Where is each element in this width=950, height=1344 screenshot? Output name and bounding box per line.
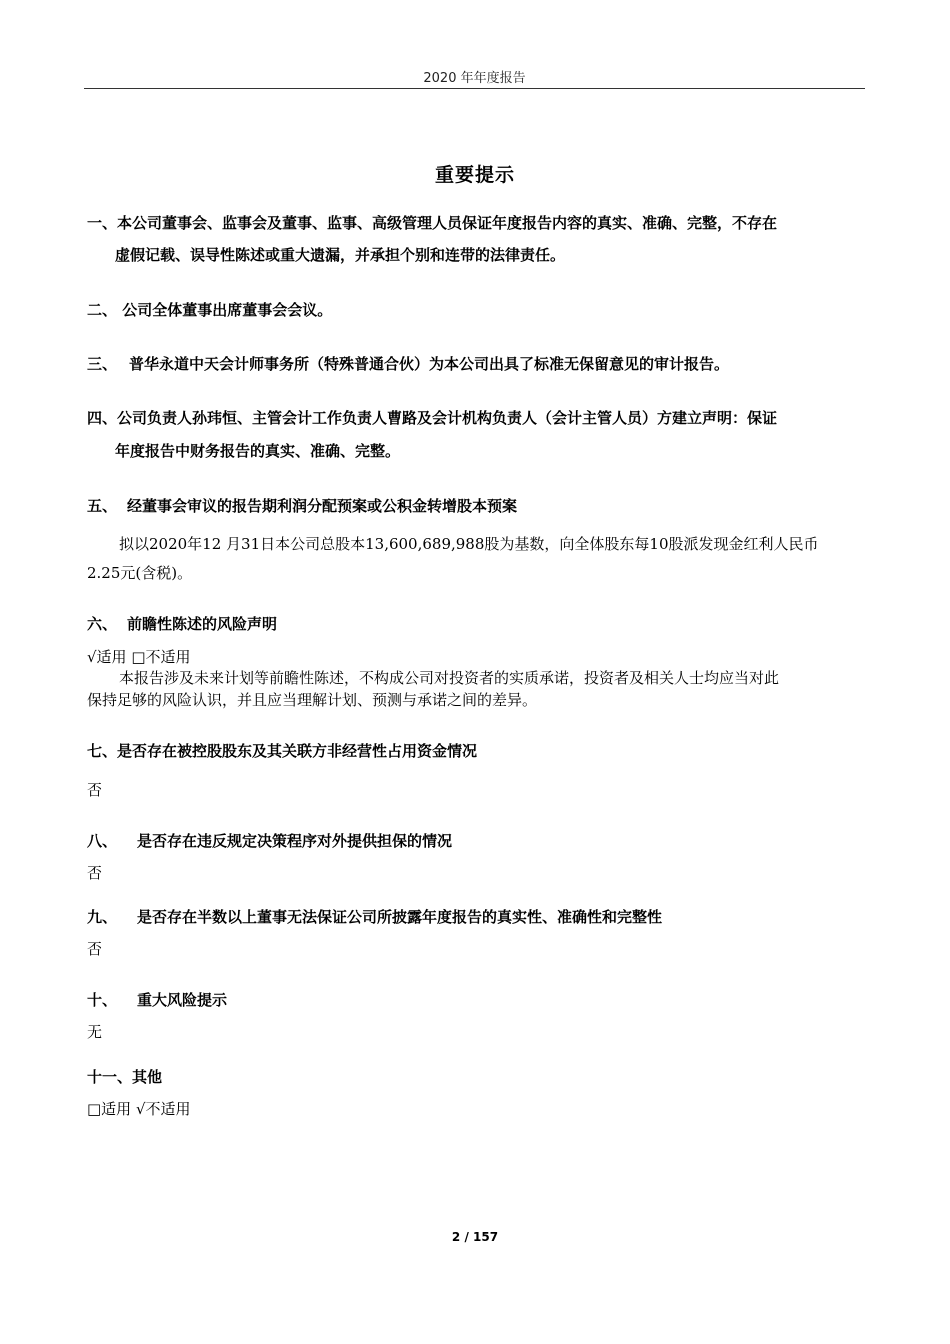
page-number: 2 / 157	[451, 1230, 499, 1244]
item8-answer: 否	[87, 864, 103, 882]
item5-body-line2: 2.25元(含税)。	[87, 564, 193, 582]
item1-line2: 虚假记载、误导性陈述或重大遗漏，并承担个别和连带的法律责任。	[115, 246, 566, 264]
item6-body-line1: 本报告涉及未来计划等前瞻性陈述，不构成公司对投资者的实质承诺，投资者及相关人士均应当对此	[119, 669, 780, 687]
item9-number: 九、	[87, 908, 118, 926]
item8-heading: 是否存在违反规定决策程序对外提供担保的情况	[137, 832, 453, 850]
item6-number: 六、	[87, 615, 118, 633]
running-header: 2020 年年度报告	[423, 71, 526, 86]
item10-number: 十、	[87, 991, 118, 1009]
item10-heading-line	[87, 989, 227, 1010]
header-divider	[84, 88, 865, 89]
item1-line1: 一、本公司董事会、监事会及董事、监事、高级管理人员保证年度报告内容的真实、准确、完整，不存在	[87, 214, 778, 232]
item4-line2: 年度报告中财务报告的真实、准确、完整。	[115, 442, 401, 460]
item3-number: 三、	[87, 355, 118, 373]
item6-heading: 前瞻性陈述的风险声明	[127, 615, 278, 633]
item5-body-line1: 拟以2020年12 月31日本公司总股本13,600,689,988股为基数，向全体股东每10股派发现金红利人民币	[119, 535, 819, 553]
item9-answer: 否	[87, 940, 103, 958]
item7-answer: 否	[87, 781, 103, 799]
item10-answer: 无	[87, 1023, 103, 1041]
item2-text: 二、 公司全体董事出席董事会会议。	[87, 301, 333, 319]
item5-number: 五、	[87, 497, 118, 515]
item8-heading-line	[87, 830, 452, 851]
item4-line1: 四、公司负责人孙玮恒、主管会计工作负责人曹路及会计机构负责人（会计主管人员）方建立声明：保证	[87, 409, 778, 427]
item11-applicability: □适用 √不适用	[87, 1100, 191, 1118]
item7-heading: 七、是否存在被控股股东及其关联方非经营性占用资金情况	[87, 742, 478, 760]
item10-heading: 重大风险提示	[137, 991, 228, 1009]
item8-number: 八、	[87, 832, 118, 850]
item3-line	[87, 353, 729, 374]
item6-applicability: √适用 □不适用	[87, 648, 191, 666]
item3-text: 普华永道中天会计师事务所（特殊普通合伙）为本公司出具了标准无保留意见的审计报告。	[129, 355, 730, 373]
item9-heading-line	[87, 906, 662, 927]
item6-heading-line	[87, 613, 277, 634]
item6-body-line2: 保持足够的风险认识，并且应当理解计划、预测与承诺之间的差异。	[87, 691, 538, 709]
item5-heading-line	[87, 495, 517, 516]
item5-heading: 经董事会审议的报告期利润分配预案或公积金转增股本预案	[127, 497, 518, 515]
page-title: 重要提示	[434, 164, 515, 186]
item11-heading: 十一、其他	[87, 1068, 163, 1086]
item9-heading: 是否存在半数以上董事无法保证公司所披露年度报告的真实性、准确性和完整性	[137, 908, 663, 926]
